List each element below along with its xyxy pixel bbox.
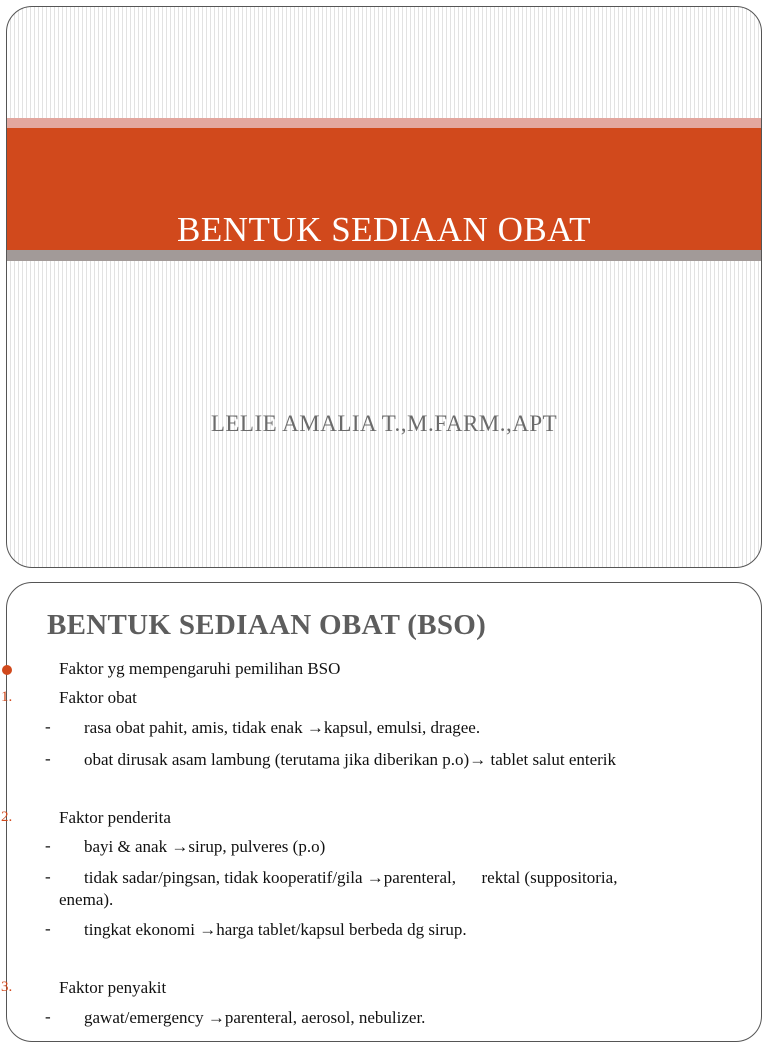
dash-bullet: - xyxy=(45,919,51,938)
list-marker: 2. xyxy=(1,809,13,825)
slide-subtitle: LELIE AMALIA T.,M.FARM.,APT xyxy=(210,411,558,436)
list-item-continuation: enema). xyxy=(59,890,114,909)
intro-text: Faktor yg mempengaruhi pemilihan BSO xyxy=(59,659,341,678)
list-item: tidak sadar/pingsan, tidak kooperatif/gila →parenteral, rektal (suppositoria, xyxy=(84,868,618,887)
title-band-top-stripe xyxy=(7,118,761,128)
bullet-dot-icon xyxy=(2,665,12,675)
dash-bullet: - xyxy=(45,717,51,736)
slide-title: BENTUK SEDIAAN OBAT xyxy=(177,210,591,249)
dash-bullet: - xyxy=(45,867,51,886)
dash-bullet: - xyxy=(45,1007,51,1026)
list-item: tingkat ekonomi →harga tablet/kapsul berbeda dg sirup. xyxy=(84,920,467,939)
list-item: rasa obat pahit, amis, tidak enak →kapsul, emulsi, dragee. xyxy=(84,718,481,737)
list-marker: 1. xyxy=(1,689,13,705)
dash-bullet: - xyxy=(45,836,51,855)
list-marker: 3. xyxy=(1,979,13,995)
title-band-bottom-stripe xyxy=(7,250,761,261)
section-heading: Faktor obat xyxy=(59,688,137,707)
list-item: obat dirusak asam lambung (terutama jika diberikan p.o)→ tablet salut enterik xyxy=(84,750,617,769)
content-slide-title: BENTUK SEDIAAN OBAT (BSO) xyxy=(47,609,487,641)
section-heading: Faktor penyakit xyxy=(59,978,167,997)
dash-bullet: - xyxy=(45,749,51,768)
section-heading: Faktor penderita xyxy=(59,808,171,827)
title-slide xyxy=(6,6,762,568)
list-item: gawat/emergency →parenteral, aerosol, nebulizer. xyxy=(84,1008,426,1027)
list-item: bayi & anak →sirup, pulveres (p.o) xyxy=(84,837,326,856)
content-slide xyxy=(1,582,762,1042)
